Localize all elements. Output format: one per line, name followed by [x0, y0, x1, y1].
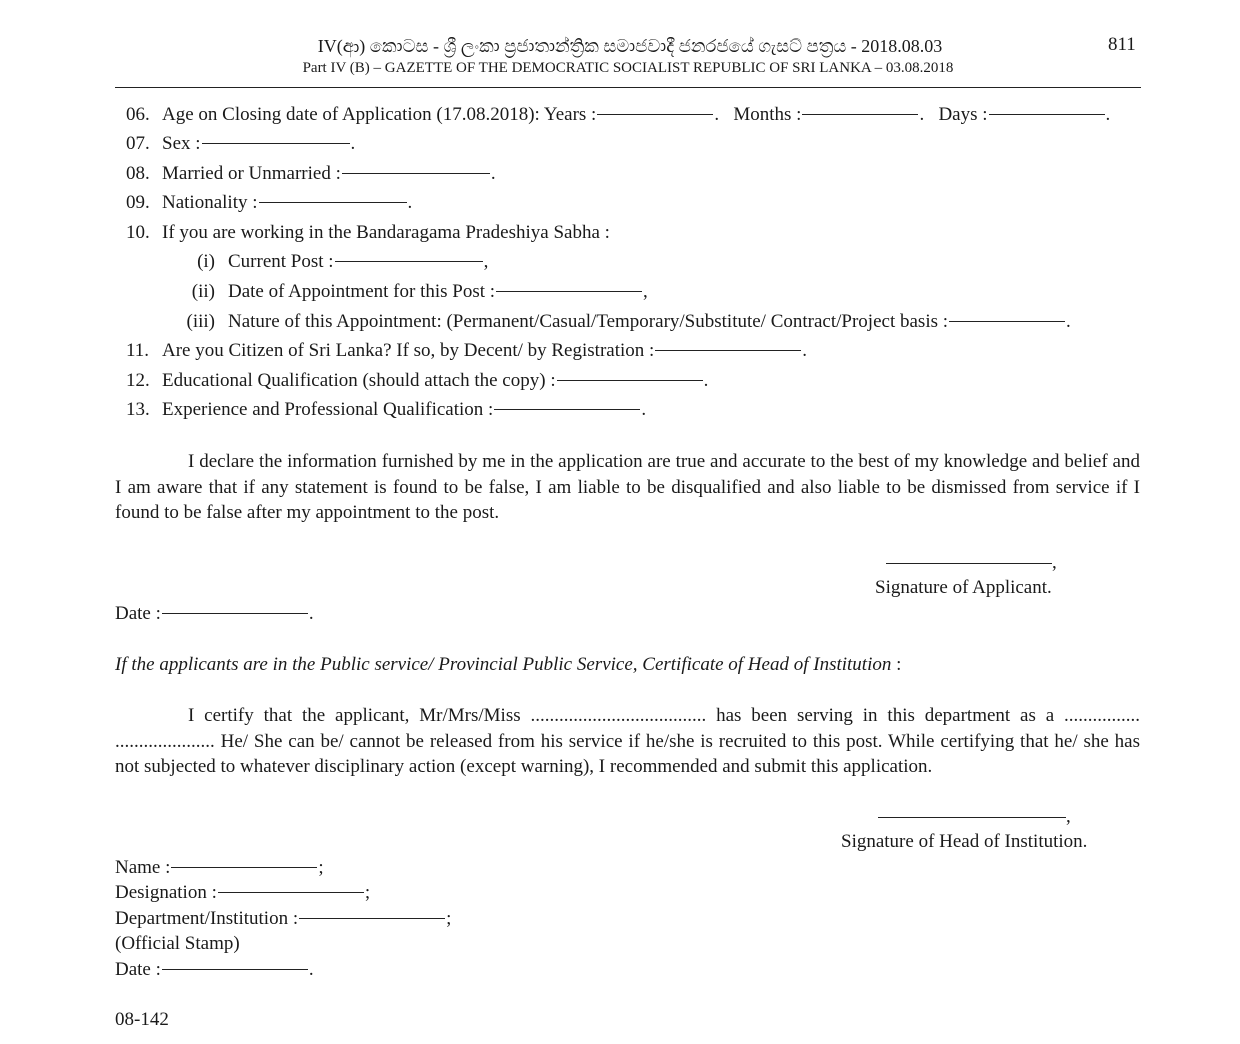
field-label: Educational Qualification (should attach the copy) : — [162, 370, 556, 391]
department-blank[interactable] — [299, 918, 445, 919]
certificate-paragraph: I certify that the applicant, Mr/Mrs/Miss ..................................... has been serving in this department as a ................ ..................... He/ She can be/ cannot be released from his service if he/she is recruited to this post. While certifying that he/ she has not subjected to whatever disciplinary action (except warning), I recommended and submit this application. — [115, 705, 1141, 777]
field-label: Current Post : — [228, 251, 334, 272]
experience-blank[interactable] — [494, 409, 640, 410]
field-number: 12. — [126, 370, 150, 391]
sub-number: (iii) — [186, 311, 215, 332]
gazette-page: IV(ආ) කොටස - ශ්‍රී ලංකා ප්‍රජාතාන්ත්‍රික සමාජවාදී ජනරජයේ ගැසට් පත්‍රය - 2018.08.03 Part IV (B) – GAZETTE OF THE DEMOCRATIC SOCIALIST REPUBLIC OF SRI LANKA – 03.08.2018 811 06. Age on Closing date of Application (17.08.2018): Years : . Months : . Days : . 07. Sex : . 08. Married or Unmarried : . 09. Nationality : . 10. If you are working in the Bandaragama Pradeshiya Sabha : (i) Current Post : , (ii) Date of Appointment for this Post : , (iii) Nature of this Appointment: (Permanent/Casual/Temporary/Substitute/ Contract/Project basis : . 11. Are you Citizen of Sri Lanka? If so, by Decent/ by Registration : . 12. Educational Qualification (should attach the copy) : . 13. Experience and Professional Qualification : . I declare the information furnished by me in the application are true and accurate to the best of my knowledge and belief and I am aware that if any statement is found to be false, I am liable to be disqualified and also liable to be dismissed from service if I found to be false after my appointment to the post. , Signature of Applicant. Date : . If the applicants are in the Public service/ Provincial Public Service, Certificate of Head of Institution : I certify that the applicant, Mr/Mrs/Miss ..................................... has been serving in this department as a ................ ..................... He/ She can be/ cannot be released from his service if he/she is recruited to this post. While certifying that he/ she has not subjected to whatever disciplinary action (except warning), I recommended and submit this application. , Signature of Head of Institution. Name : ; Designation : ; Department/Institution : ; (Official Stamp) Date : . 08-142 — [0, 0, 1240, 1044]
citizenship-blank[interactable] — [655, 350, 801, 351]
field-label: Are you Citizen of Sri Lanka? If so, by Decent/ by Registration : — [162, 340, 655, 361]
days-blank[interactable] — [989, 114, 1105, 115]
field-number: 11. — [126, 340, 150, 361]
field-number: 13. — [126, 399, 150, 420]
field-label: Date of Appointment for this Post : — [228, 281, 496, 302]
field-number: 06. — [126, 104, 150, 125]
designation-blank[interactable] — [218, 892, 364, 893]
marital-blank[interactable] — [342, 173, 490, 174]
designation-field: Designation : ; — [115, 882, 371, 903]
field-label: Married or Unmarried : — [162, 163, 341, 184]
current-post-blank[interactable] — [335, 261, 483, 262]
date-blank[interactable] — [162, 613, 308, 614]
field-number: 08. — [126, 163, 150, 184]
name-field: Name : ; — [115, 857, 324, 878]
head-date-field: Date : . — [115, 959, 314, 980]
nationality-blank[interactable] — [259, 202, 407, 203]
field-label: Age on Closing date of Application (17.08.2018): Years : — [162, 104, 597, 125]
head-signature-line[interactable] — [878, 817, 1066, 818]
document-code: 08-142 — [115, 1009, 169, 1030]
days-label: Days : — [938, 104, 988, 125]
declaration-paragraph: I declare the information furnished by me in the application are true and accurate to the best of my knowledge and belief and I am aware that if any statement is found to be false, I am liable to be disqualified and also liable to be dismissed from service if I found to be false after my appointment to the post. — [115, 451, 1140, 523]
date-label: Date : — [115, 603, 161, 624]
appointment-date-blank[interactable] — [496, 291, 642, 292]
field-label: Sex : — [162, 133, 201, 154]
field-label: Nature of this Appointment: (Permanent/Casual/Temporary/Substitute/ Contract/Project basis : — [228, 311, 949, 332]
department-field: Department/Institution : ; — [115, 908, 452, 929]
head-signature-label: Signature of Head of Institution. — [841, 831, 1088, 852]
sub-number: (ii) — [191, 281, 215, 302]
page-number: 811 — [1108, 34, 1136, 55]
header-rule — [115, 87, 1141, 88]
sex-blank[interactable] — [202, 143, 350, 144]
applicant-date: Date : . — [115, 603, 314, 624]
applicant-signature-line[interactable] — [886, 563, 1052, 564]
official-stamp-label: (Official Stamp) — [115, 933, 240, 954]
years-blank[interactable] — [597, 114, 713, 115]
field-number: 07. — [126, 133, 150, 154]
head-date-blank[interactable] — [162, 969, 308, 970]
header-sinhala: IV(ආ) කොටස - ශ්‍රී ලංකා ප්‍රජාතාන්ත්‍රික සමාජවාදී ජනරජයේ ගැසට් පත්‍රය - 2018.08.03 — [317, 36, 943, 56]
certificate-heading: If the applicants are in the Public service/ Provincial Public Service, Certificate of Head of Institution : — [115, 654, 902, 675]
months-label: Months : — [733, 104, 802, 125]
appointment-nature-blank[interactable] — [949, 321, 1065, 322]
applicant-signature-label: Signature of Applicant. — [875, 577, 1052, 598]
header-english: Part IV (B) – GAZETTE OF THE DEMOCRATIC SOCIALIST REPUBLIC OF SRI LANKA – 03.08.2018 — [302, 60, 954, 76]
education-blank[interactable] — [557, 380, 703, 381]
field-number: 09. — [126, 192, 150, 213]
name-blank[interactable] — [171, 867, 317, 868]
field-number: 10. — [126, 222, 150, 243]
months-blank[interactable] — [802, 114, 918, 115]
field-label: Experience and Professional Qualification : — [162, 399, 494, 420]
field-label: Nationality : — [162, 192, 258, 213]
sub-number: (i) — [197, 251, 215, 272]
field-label: If you are working in the Bandaragama Pradeshiya Sabha : — [162, 222, 610, 243]
